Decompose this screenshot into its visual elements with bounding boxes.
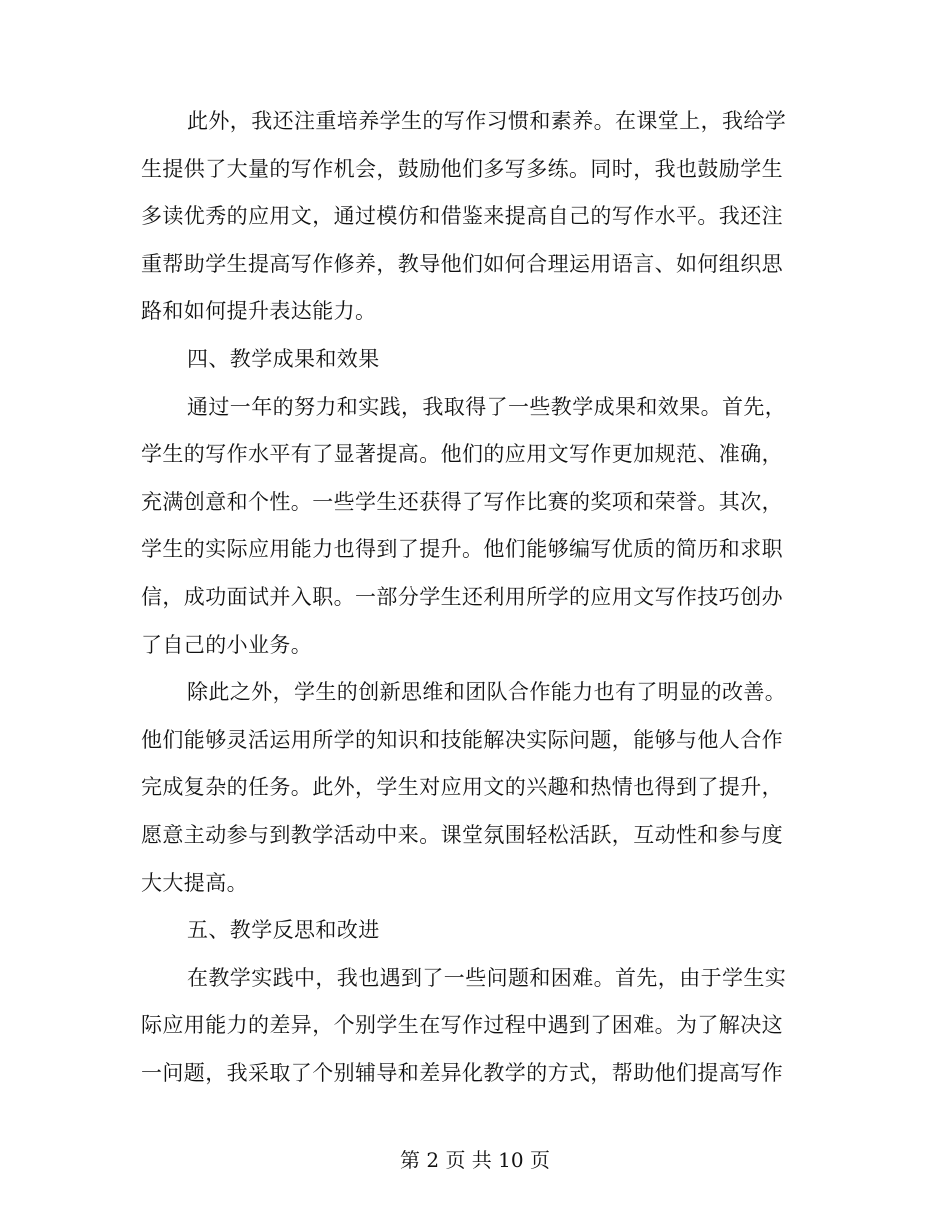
paragraph-line: 在教学实践中，我也遇到了一些问题和困难。首先，由于学生实 [187,965,787,990]
paragraph-line: 了自己的小业务。 [141,632,313,657]
section-heading: 四、教学成果和效果 [187,346,380,371]
paragraph-line: 大大提高。 [141,870,248,895]
paragraph-line: 路和如何提升表达能力。 [141,299,377,324]
paragraph-line: 际应用能力的差异，个别学生在写作过程中遇到了困难。为了解决这 [141,1013,783,1038]
paragraph-line: 完成复杂的任务。此外，学生对应用文的兴趣和热情也得到了提升， [141,775,783,800]
document-body [141,98,811,1097]
paragraph-line: 学生的实际应用能力也得到了提升。他们能够编写优质的简历和求职 [141,537,783,562]
paragraph-line: 充满创意和个性。一些学生还获得了写作比赛的奖项和荣誉。其次， [141,489,783,514]
paragraph-line: 重帮助学生提高写作修养，教导他们如何合理运用语言、如何组织思 [141,251,783,276]
paragraph-line: 多读优秀的应用文，通过模仿和借鉴来提高自己的写作水平。我还注 [141,204,783,229]
paragraph-line: 生提供了大量的写作机会，鼓励他们多写多练。同时，我也鼓励学生 [141,156,783,181]
paragraph-line: 信，成功面试并入职。一部分学生还利用所学的应用文写作技巧创办 [141,584,783,609]
paragraph-line: 他们能够灵活运用所学的知识和技能解决实际问题，能够与他人合作 [141,727,783,752]
paragraph-line: 学生的写作水平有了显著提高。他们的应用文写作更加规范、准确， [141,442,783,467]
page-number-footer: 第 2 页 共 10 页 [400,1148,550,1172]
paragraph-line: 此外，我还注重培养学生的写作习惯和素养。在课堂上，我给学 [187,109,787,133]
section-heading: 五、教学反思和改进 [187,918,380,943]
paragraph-line: 除此之外，学生的创新思维和团队合作能力也有了明显的改善。 [187,680,787,705]
paragraph-line: 愿意主动参与到教学活动中来。课堂氛围轻松活跃，互动性和参与度 [141,822,783,847]
paragraph-line: 一问题，我采取了个别辅导和差异化教学的方式，帮助他们提高写作 [141,1060,783,1085]
paragraph-line: 通过一年的努力和实践，我取得了一些教学成果和效果。首先， [187,394,787,419]
